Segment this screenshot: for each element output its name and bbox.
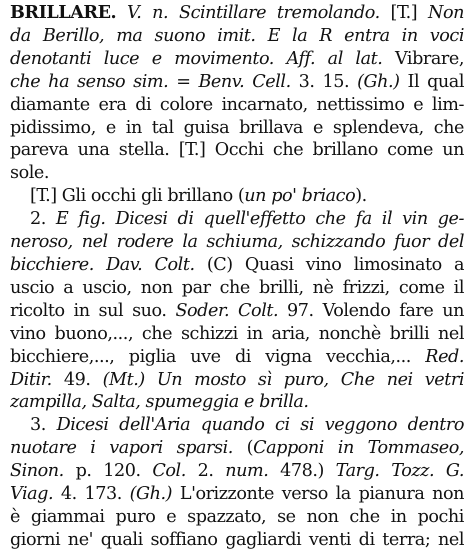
text-line: bicchiere. Dav. Colt. (C) Quasi vino limosinato a (10, 254, 464, 275)
text-line: BRILLARE. V. n. Scintillare tremolando. [T.] Non (10, 2, 464, 23)
text-line: denotanti luce e movimento. Aff. al lat. Vibrare, (10, 48, 464, 69)
text-line: Ditir. 49. (Mt.) Un mosto sì puro, Che nei vetri (10, 369, 464, 390)
text-line: nuotare i vapori sparsi. (Capponi in Tommaseo, (10, 438, 464, 459)
text-line: 3. Dicesi dell'Aria quando ci si veggono dentro (30, 415, 464, 436)
text-line: Sinon. p. 120. Col. 2. num. 478.) Targ. Tozz. G. (10, 461, 464, 482)
text-line: che ha senso sim. = Benv. Cell. 3. 15. (Gh.) Il qual (10, 71, 464, 92)
text-line: uscio a uscio, non par che brilli, nè frizzi, come il (10, 277, 464, 298)
text-line: zampilla, Salta, spumeggia e brilla. (10, 392, 309, 413)
text-line: da Berillo, ma suono imit. E la R entra in voci (10, 25, 464, 46)
text-line: diamante era di colore incarnato, nettissimo e lim- (10, 94, 464, 115)
text-line: [T.] Gli occhi gli brillano (un po' briaco). (30, 186, 367, 207)
text-line: 2. E fig. Dicesi di quell'effetto che fa il vin ge- (30, 209, 464, 230)
text-line: bicchiere,..., piglia uve di vigna vecchia,... Red. (10, 346, 464, 367)
text-line: ricolto in sul suo. Soder. Colt. 97. Volendo fare un (10, 300, 464, 321)
headword: BRILLARE. (10, 2, 117, 23)
text-line: pidissimo, e in tal guisa brillava e splendeva, che (10, 117, 464, 138)
text-line: è giammai puro e spazzato, se non che in pochi (10, 506, 464, 527)
text-line: vino buono,..., che schizzi in aria, nonchè brilli nel (10, 323, 464, 344)
text-line: pareva una stella. [T.] Occhi che brillano come un (10, 140, 464, 161)
text-line: giorni ne' quali soffiano gagliardi venti di terra; nel (10, 529, 464, 550)
text-line: neroso, nel rodere la schiuma, schizzando fuor del (10, 232, 464, 253)
text-line: Viag. 4. 173. (Gh.) L'orizzonte verso la pianura non (10, 484, 464, 505)
text-line: sole. (10, 163, 50, 184)
